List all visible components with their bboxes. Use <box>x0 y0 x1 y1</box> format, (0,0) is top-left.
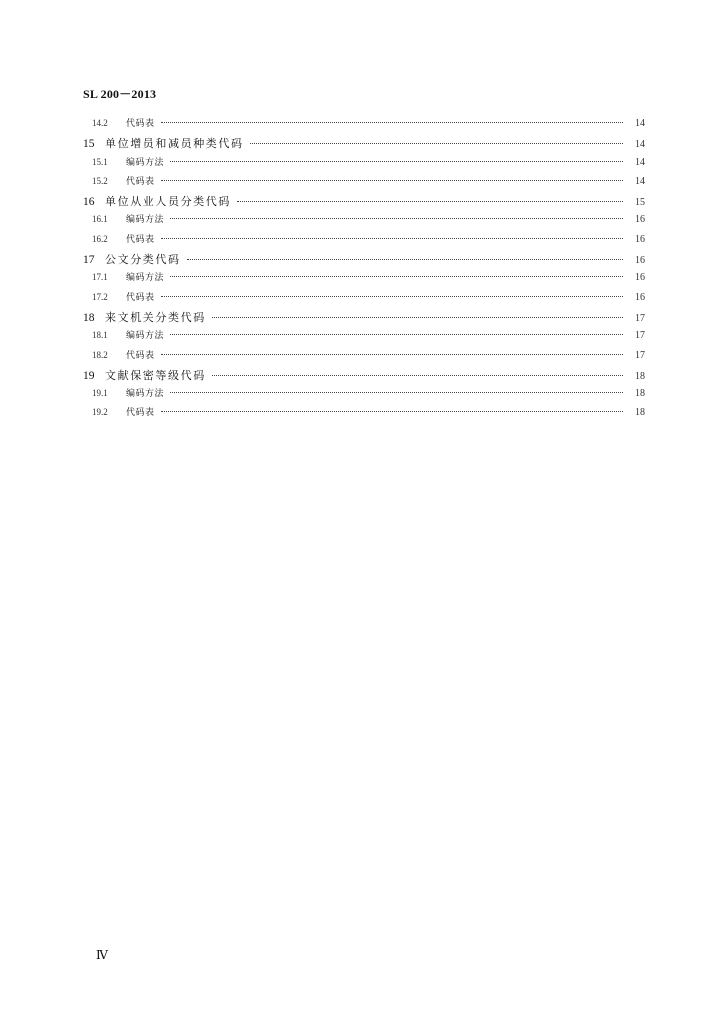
toc-leader-dots <box>187 259 623 260</box>
toc-entry-title: 单位从业人员分类代码 <box>105 195 231 209</box>
toc-entry-number: 15 <box>83 138 95 151</box>
toc-entry-title: 编码方法 <box>126 157 165 168</box>
toc-entry-number: 15.2 <box>92 175 108 186</box>
toc-entry-page: 18 <box>635 407 645 419</box>
toc-entry <box>83 232 645 251</box>
toc-entry-number: 16 <box>83 196 95 209</box>
toc-entry-title: 代码表 <box>126 234 155 245</box>
toc-leader-dots <box>212 375 623 376</box>
toc-leader-dots <box>161 411 623 412</box>
toc-entry <box>83 251 645 270</box>
toc-entry-page: 18 <box>635 370 645 382</box>
toc-entry <box>83 116 645 135</box>
toc-entry-title: 编码方法 <box>126 331 165 342</box>
toc-entry <box>83 174 645 193</box>
toc-entry-number: 18 <box>83 311 95 324</box>
toc-entry-page: 15 <box>635 197 645 209</box>
toc-entry-number: 14.2 <box>92 118 108 128</box>
toc-entry-page: 16 <box>635 214 645 226</box>
toc-entry-page: 14 <box>635 139 645 151</box>
toc-entry-number: 19.1 <box>92 388 108 399</box>
toc-entry-page: 14 <box>635 118 645 129</box>
toc-leader-dots <box>237 201 623 202</box>
toc-entry-number: 18.2 <box>92 349 108 360</box>
toc-entry-title: 代码表 <box>126 292 155 303</box>
toc-entry-page: 16 <box>635 255 645 267</box>
toc-leader-dots <box>170 218 623 219</box>
toc-entry-page: 14 <box>635 156 645 168</box>
document-header: SL 200－2013 <box>83 87 157 101</box>
toc-entry <box>83 309 645 328</box>
toc-leader-dots <box>161 122 623 123</box>
page-number: Ⅳ <box>96 948 108 962</box>
toc-entry-title: 来文机关分类代码 <box>105 310 206 324</box>
toc-leader-dots <box>161 180 623 181</box>
toc-entry-number: 16.1 <box>92 214 108 225</box>
toc-entry <box>83 290 645 309</box>
toc-entry-title: 公文分类代码 <box>105 253 181 267</box>
toc-entry-title: 编码方法 <box>126 273 165 284</box>
toc-entry-page: 17 <box>635 312 645 324</box>
toc-entry <box>83 328 645 347</box>
toc-entry-title: 代码表 <box>126 408 155 419</box>
toc-entry-page: 17 <box>635 330 645 342</box>
toc-entry <box>83 386 645 405</box>
toc-entry-title: 单位增员和减员种类代码 <box>105 137 244 151</box>
toc-entry <box>83 212 645 231</box>
toc-leader-dots <box>170 392 623 393</box>
toc-entry-number: 17.2 <box>92 291 108 302</box>
toc-entry <box>83 405 645 424</box>
toc-entry-number: 18.1 <box>92 330 108 341</box>
toc-entry-page: 18 <box>635 388 645 400</box>
toc-entry-title: 代码表 <box>126 176 155 187</box>
toc-leader-dots <box>250 143 623 144</box>
toc-entry-page: 17 <box>635 349 645 361</box>
toc-entry-number: 17.1 <box>92 272 108 283</box>
toc-entry <box>83 367 645 386</box>
toc-leader-dots <box>161 296 623 297</box>
toc-entry <box>83 348 645 367</box>
toc-leader-dots <box>170 276 623 277</box>
toc-entry <box>83 193 645 212</box>
toc-entry-number: 17 <box>83 254 95 267</box>
toc-entry-title: 编码方法 <box>126 389 165 400</box>
toc-leader-dots <box>170 161 623 162</box>
toc-entry-title: 代码表 <box>126 119 155 129</box>
toc-entry-page: 16 <box>635 233 645 245</box>
toc-entry-page: 14 <box>635 175 645 187</box>
toc-entry <box>83 155 645 174</box>
toc-leader-dots <box>161 238 623 239</box>
toc-leader-dots <box>212 317 623 318</box>
table-of-contents <box>83 116 645 425</box>
toc-entry <box>83 270 645 289</box>
toc-entry-number: 15.1 <box>92 156 108 167</box>
toc-entry-title: 文献保密等级代码 <box>105 368 206 382</box>
toc-entry <box>83 135 645 154</box>
toc-entry-title: 编码方法 <box>126 215 165 226</box>
toc-entry-title: 代码表 <box>126 350 155 361</box>
toc-entry-number: 16.2 <box>92 233 108 244</box>
toc-entry-page: 16 <box>635 272 645 284</box>
toc-entry-page: 16 <box>635 291 645 303</box>
toc-leader-dots <box>170 334 623 335</box>
toc-leader-dots <box>161 354 623 355</box>
toc-entry-number: 19 <box>83 369 95 382</box>
toc-entry-number: 19.2 <box>92 407 108 418</box>
